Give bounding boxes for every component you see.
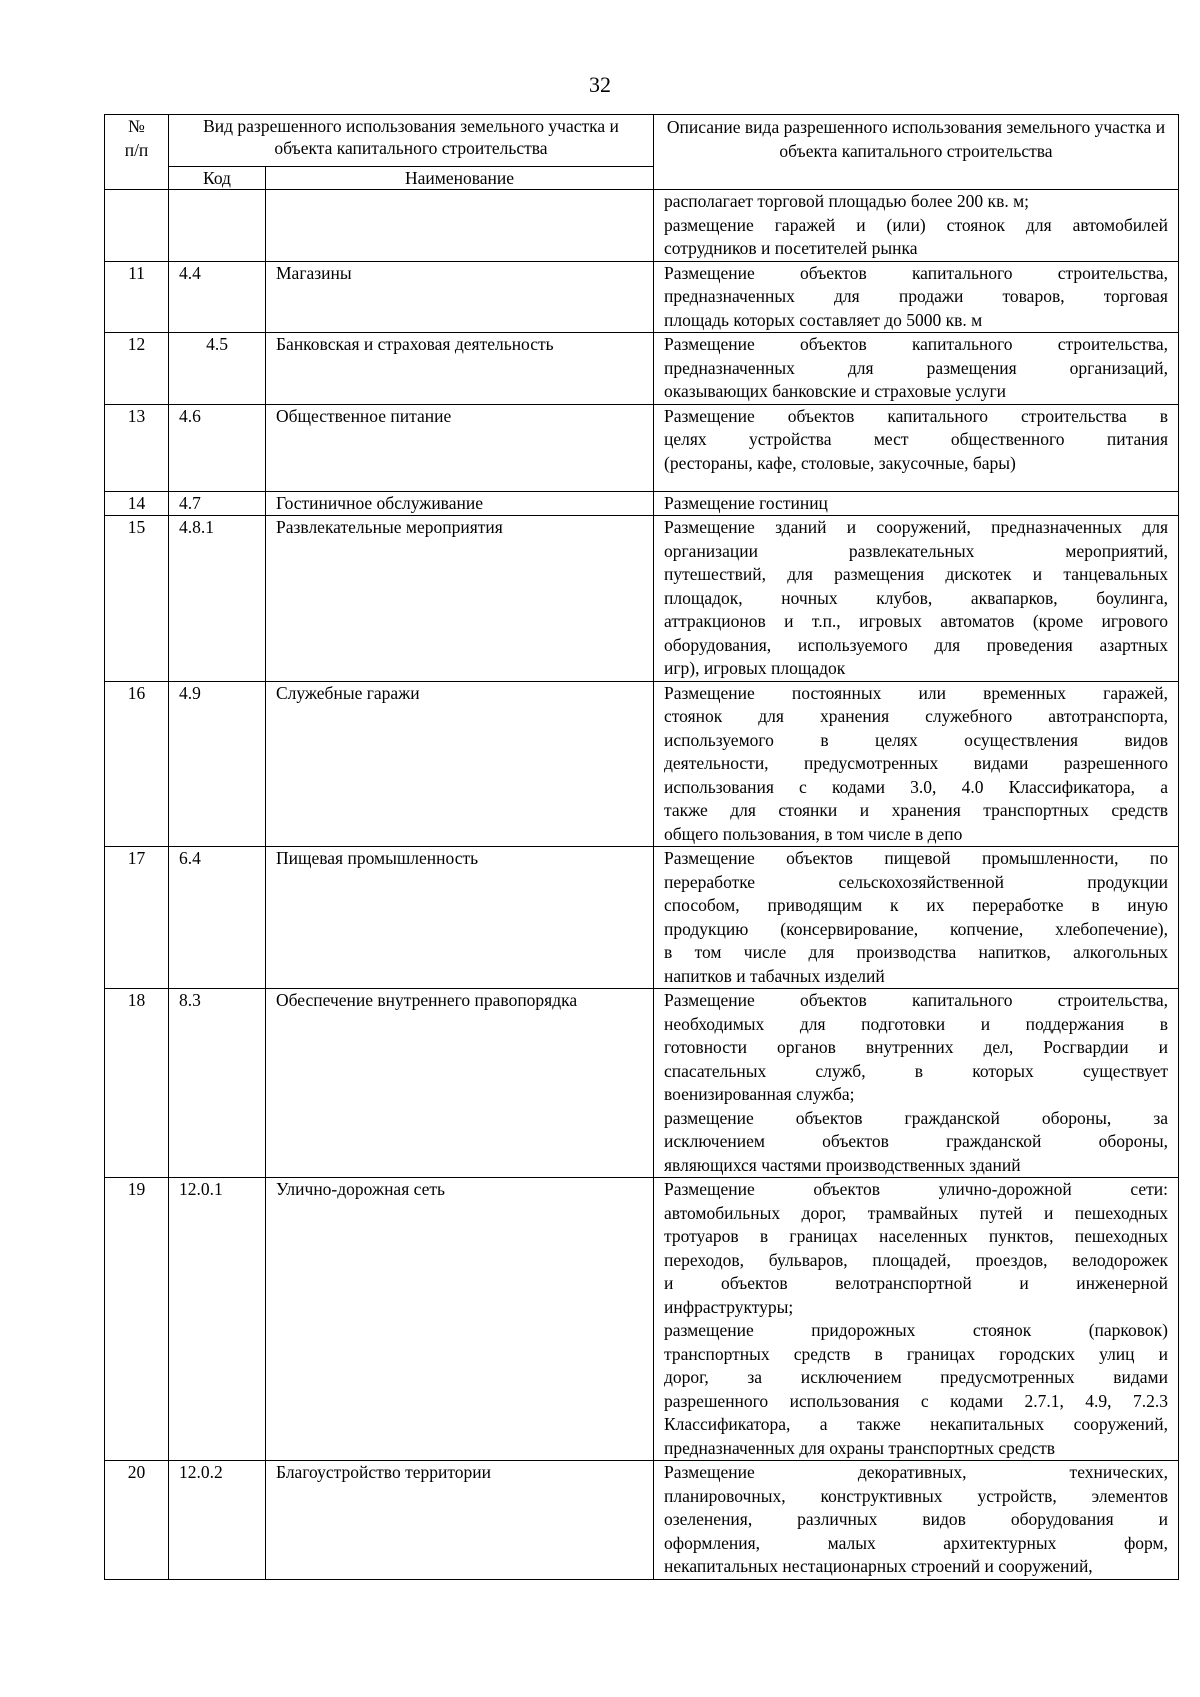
description-line: Классификатора, а также некапитальных сооружений, [664,1414,1168,1434]
row-name: Банковская и страховая деятельность [266,333,654,405]
row-number: 20 [105,1461,169,1580]
row-name [266,190,654,262]
description-line: Размещение гостиниц [664,492,828,513]
row-name: Пищевая промышленность [266,847,654,989]
description-line: в том числе для производства напитков, алкогольных [664,942,1168,962]
description-line: переработке сельскохозяйственной продукции [664,871,1168,892]
description-line: разрешенного использования с кодами 2.7.1, 4.9, 7.2.3 [664,1390,1168,1411]
row-code [169,190,266,262]
description-line: используемого в целях осуществления видов [664,729,1168,750]
description-line: Размещение объектов пищевой промышленности, по [664,848,1168,868]
row-code: 4.9 [169,681,266,847]
description-line: организации развлекательных мероприятий, [664,540,1168,561]
description-line: дорог, за исключением предусмотренных видами [664,1367,1168,1387]
description-line: деятельности, предусмотренных видами разрешенного [664,753,1168,773]
header-name: Наименование [266,167,654,190]
description-line: инфраструктуры; [664,1296,794,1317]
description-line: спасательных служб, в которых существует [664,1060,1168,1081]
row-number: 18 [105,989,169,1178]
row-name: Общественное питание [266,404,654,491]
row-description [654,190,1179,262]
description-line: предназначенных для размещения организаций, [664,357,1168,378]
description-line: Размещение объектов капитального строительства, [664,262,1168,283]
description-line: планировочных, конструктивных устройств, элементов [664,1485,1168,1506]
description-line: Размещение декоративных, технических, [664,1462,1168,1482]
row-description [654,847,1179,989]
row-number: 17 [105,847,169,989]
row-number: 11 [105,261,169,333]
description-line: путешествий, для размещения дискотек и танцевальных [664,564,1168,584]
description-line: (рестораны, кафе, столовые, закусочные, бары) [664,452,1016,473]
description-line: располагает торговой площадью более 200 кв. м; [664,191,1030,211]
header-num-abbr: п/п [124,139,149,160]
table-row [105,190,1179,262]
description-line: размещение объектов гражданской обороны, за [664,1107,1168,1128]
row-name: Гостиничное обслуживание [266,491,654,516]
description-line: предназначенных для продажи товаров, торговая [664,286,1168,306]
row-code: 4.7 [169,491,266,516]
table-row [105,1178,1179,1461]
table-row [105,333,1179,405]
table-header-row [105,115,1179,167]
description-line: Размещение постоянных или временных гаражей, [664,682,1168,703]
row-description [654,1178,1179,1461]
row-number: 13 [105,404,169,491]
description-line: необходимых для подготовки и поддержания в [664,1013,1168,1034]
description-line: размещение гаражей и (или) стоянок для автомобилей [664,214,1168,235]
row-code: 6.4 [169,847,266,989]
page-number: 32 [589,72,611,97]
row-number: 19 [105,1178,169,1461]
row-description [654,989,1179,1178]
row-name: Магазины [266,261,654,333]
description-line: транспортных средств в границах городских улиц и [664,1343,1168,1364]
row-name: Служебные гаражи [266,681,654,847]
row-code: 12.0.2 [169,1461,266,1580]
table-row [105,491,1179,516]
row-number: 14 [105,491,169,516]
description-line: целях устройства мест общественного питания [664,429,1168,449]
description-line: напитков и табачных изделий [664,965,885,986]
description-line: военизированная служба; [664,1084,855,1104]
header-num [105,115,169,190]
row-description [654,516,1179,682]
description-line: также для стоянки и хранения транспортных средств [664,800,1168,820]
description-line: использования с кодами 3.0, 4.0 Классификатора, а [664,776,1168,797]
description-line: озеленения, различных видов оборудования и [664,1509,1168,1529]
description-line: некапитальных нестационарных строений и сооружений, [664,1556,1093,1576]
row-code: 4.4 [169,261,266,333]
description-line: площадь которых составляет до 5000 кв. м [664,309,983,330]
row-number [105,190,169,262]
description-line: исключением объектов гражданской обороны, [664,1131,1168,1151]
description-line: игр), игровых площадок [664,658,846,678]
description-line: переходов, бульваров, площадей, проездов, велодорожек [664,1249,1168,1270]
description-line: и объектов велотранспортной и инженерной [664,1273,1168,1293]
table-row [105,404,1179,491]
header-num-symbol: № [128,116,145,136]
row-number: 15 [105,516,169,682]
header-group: Вид разрешенного использования земельного участка и объекта капитального строительства [169,115,654,167]
description-line: Размещение зданий и сооружений, предназначенных для [664,517,1168,537]
row-name: Обеспечение внутреннего правопорядка [266,989,654,1178]
table-row [105,847,1179,989]
description-line: Размещение объектов улично-дорожной сети: [664,1179,1168,1199]
table-row [105,261,1179,333]
row-number: 12 [105,333,169,405]
header-description: Описание вида разрешенного использования земельного участка и объекта капитального строительства [654,115,1179,190]
row-name: Улично-дорожная сеть [266,1178,654,1461]
description-line: аттракционов и т.п., игровых автоматов (кроме игрового [664,611,1168,631]
description-line: оформления, малых архитектурных форм, [664,1532,1168,1553]
description-line: способом, приводящим к их переработке в иную [664,895,1168,915]
table-row [105,681,1179,847]
row-description [654,491,1179,516]
table-row [105,516,1179,682]
description-line: Размещение объектов капитального строительства, [664,990,1168,1010]
description-line: автомобильных дорог, трамвайных путей и пешеходных [664,1202,1168,1223]
header-code: Код [169,167,266,190]
table-row [105,1461,1179,1580]
description-line: Размещение объектов капитального строительства, [664,334,1168,354]
description-line: общего пользования, в том числе в депо [664,823,963,844]
row-name: Благоустройство территории [266,1461,654,1580]
description-line: готовности органов внутренних дел, Росгвардии и [664,1037,1168,1057]
row-code: 12.0.1 [169,1178,266,1461]
table-body [105,190,1179,1580]
row-code: 8.3 [169,989,266,1178]
description-line: стоянок для хранения служебного автотранспорта, [664,706,1168,726]
description-line: площадок, ночных клубов, аквапарков, боулинга, [664,587,1168,608]
description-line: предназначенных для охраны транспортных средств [664,1437,1056,1458]
description-line: продукцию (консервирование, копчение, хлебопечение), [664,918,1168,939]
table-row [105,989,1179,1178]
description-line: являющихся частями производственных зданий [664,1154,1021,1175]
row-description [654,1461,1179,1580]
description-line: оборудования, используемого для проведения азартных [664,634,1168,655]
row-description [654,681,1179,847]
description-line: тротуаров в границах населенных пунктов, пешеходных [664,1226,1168,1246]
row-number: 16 [105,681,169,847]
description-line: сотрудников и посетителей рынка [664,238,918,258]
land-use-table [104,114,1179,1580]
description-line: оказывающих банковские и страховые услуги [664,381,1007,401]
description-line: размещение придорожных стоянок (парковок) [664,1320,1168,1340]
row-name: Развлекательные мероприятия [266,516,654,682]
row-description [654,404,1179,491]
row-description [654,333,1179,405]
row-code: 4.8.1 [169,516,266,682]
row-description [654,261,1179,333]
row-code: 4.5 [169,333,266,405]
description-line: Размещение объектов капитального строительства в [664,405,1168,426]
row-code: 4.6 [169,404,266,491]
